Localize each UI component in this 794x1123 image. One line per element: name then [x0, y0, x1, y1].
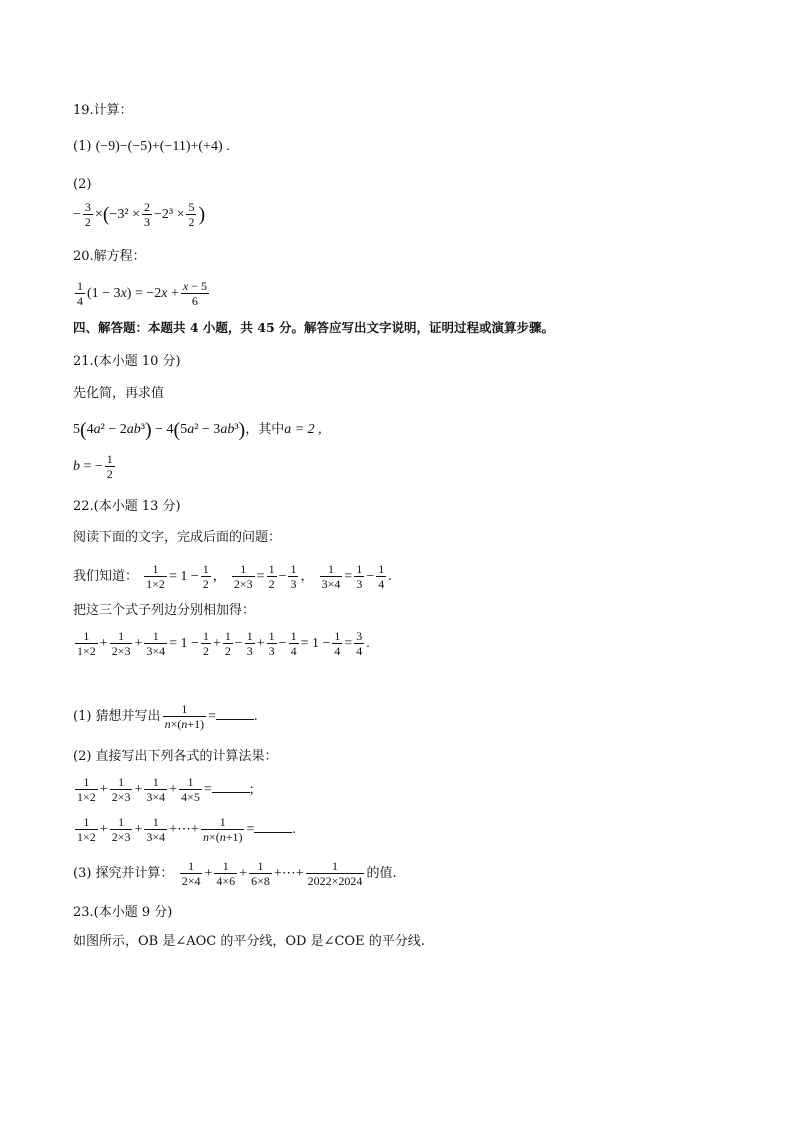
q20-equation: $\frac{1}{4}$ (1 − 3x) = −2x + $\frac{x - 5}{6}$ [77, 279, 207, 308]
q19-part2-label: (2) [73, 177, 92, 192]
q22-sum-line: $\frac{1}{1\times 2}$ + $\frac{1}{2\times 3}$ + $\frac{1}{3\times 4}$ = 1 − $\frac{1}{2}$ + $\frac{1}{2}$ − $\frac{1}{3}$ + $\frac{1}{3}$ − $\frac{1}{4}$ = 1 − $\frac{1}{4}$ = $\frac{3}{4}$ . [77, 629, 370, 658]
q20-title: 20.解方程： [73, 249, 146, 264]
q22-part3: (3) 探究并计算： $\frac{1}{2\times 4}$ + $\frac{1}{4\times 6}$ + $\frac{1}{6\times 8}$ +⋯+ $\frac{1}{2022\times 2024}$ 的值. [73, 859, 397, 888]
q21-expression: 5(4a² − 2ab³) − 4(5a² − 3ab³)，其中a = 2 , [73, 419, 322, 441]
q22-part2-line1: $\frac{1}{1\times 2}$ + $\frac{1}{2\times 3}$ + $\frac{1}{3\times 4}$ + $\frac{1}{4\times 5}$ = ; [77, 775, 254, 804]
q22-part2-label: (2) 直接写出下列各式的计算法果： [73, 749, 278, 764]
answer-blank[interactable] [216, 719, 254, 720]
q22-part3-label: (3) 探究并计算： [73, 866, 174, 881]
q23-text: 如图所示，OB 是∠AOC 的平分线，OD 是∠COE 的平分线. [73, 934, 425, 949]
q21-instruction: 先化简，再求值 [73, 386, 165, 401]
q19-part1 [73, 140, 230, 154]
answer-blank[interactable] [212, 792, 250, 793]
q22-intro: 阅读下面的文字，完成后面的问题： [73, 530, 282, 545]
answer-blank[interactable] [254, 832, 292, 833]
q22-part2-line2: $\frac{1}{1\times 2}$ + $\frac{1}{2\times 3}$ + $\frac{1}{3\times 4}$ +⋯+ $\frac{1}{n\times(n+1)}$ = . [77, 815, 296, 844]
q22-part1-label: (1) 猜想并写出 [73, 709, 161, 724]
q22-known-label: 我们知道： [73, 569, 139, 584]
q23-title: 23.(本小题 9 分) [73, 905, 173, 920]
q19-part2-expression: − $\frac{3}{2}$ ×(−3² × $\frac{2}{3}$ −2³ × $\frac{5}{2}$ ) [73, 200, 206, 229]
q21-a-value: a = 2 , [284, 422, 322, 438]
q22-part1: (1) 猜想并写出 $\frac{1}{n\times(n+1)}$ = . [73, 702, 258, 731]
q22-add-text: 把这三个式子列边分别相加得： [73, 603, 256, 618]
q19-title: 19.计算： [73, 103, 133, 118]
q22-known-line: 我们知道： $\frac{1}{1\times 2}$ = 1 − $\frac{1}{2}$ ， $\frac{1}{2\times 3}$ = $\frac{1}{2}$ − $\frac{1}{3}$ ， $\frac{1}{3\times 4}$ = $\frac{1}{3}$ − $\frac{1}{4}$ . [73, 562, 392, 591]
q22-part3-tail: 的值. [366, 866, 397, 881]
q19-part1-label: (1) [73, 139, 92, 154]
q19-part1-expression: (−9)−(−5)+(−11)+(+4) . [95, 139, 230, 154]
q21-title: 21.(本小题 10 分) [73, 354, 181, 369]
section4-heading: 四、解答题：本题共 4 小题，共 45 分。解答应写出文字说明，证明过程或演算步骤。 [73, 320, 555, 335]
q22-title: 22.(本小题 13 分) [73, 499, 181, 514]
q21-where: ，其中 [245, 422, 285, 438]
q21-b-value: b = − $\frac{1}{2}$ [73, 452, 113, 481]
